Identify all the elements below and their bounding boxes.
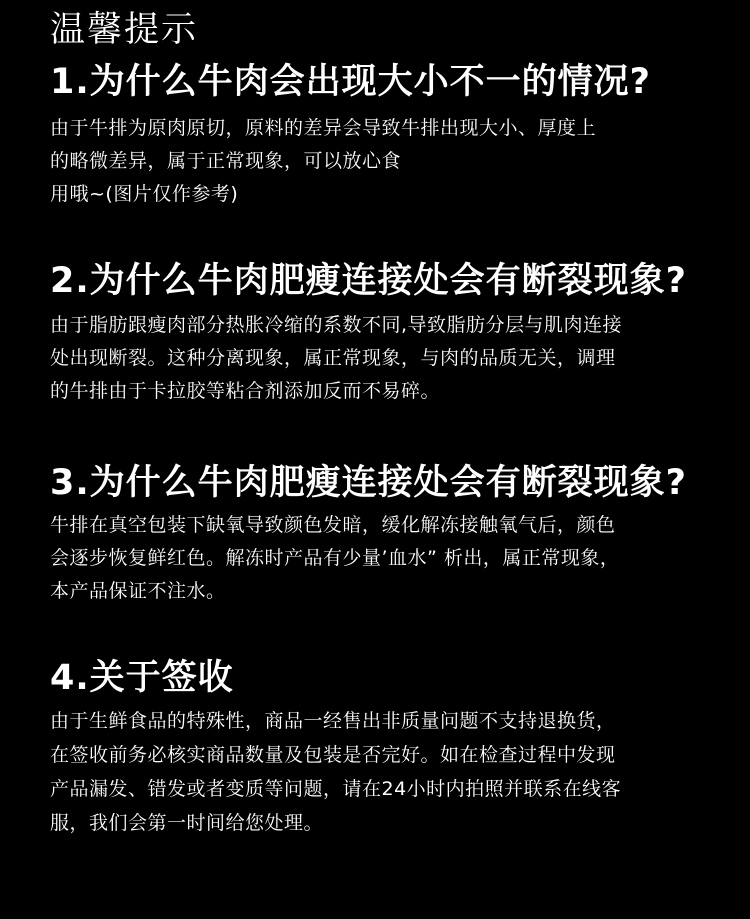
- faq-heading: 2.为什么牛肉肥瘦连接处会有断裂现象?: [50, 261, 687, 301]
- answer-line: 由于生鲜食品的特殊性，商品一经售出非质量问题不支持退换货，: [50, 710, 616, 732]
- faq-section-size: [50, 60, 740, 211]
- answer-line: 牛排在真空包装下缺氧导致颜色发暗，缓化解冻接触氧气后，颜色: [50, 514, 616, 536]
- faq-answer: [50, 704, 740, 840]
- answer-line: 产品漏发、错发或者变质等问题，请在24小时内拍照并联系在线客: [50, 778, 622, 800]
- answer-line: 的略微差异，属于正常现象，可以放心食: [50, 150, 402, 172]
- faq-answer: [50, 309, 740, 408]
- faq-heading: 4.关于签收: [50, 658, 234, 698]
- answer-line: 会逐步恢复鲜红色。解冻时产品有少量’血水” 析出，属正常现象，: [50, 547, 620, 569]
- page-title: 温馨提示: [50, 10, 199, 50]
- faq-section-color: [50, 461, 740, 608]
- faq-section-fat-break: [50, 259, 740, 408]
- answer-line: 服，我们会第一时间给您处理。: [50, 812, 324, 834]
- faq-heading: 1.为什么牛肉会出现大小不一的情况?: [50, 62, 651, 102]
- faq-answer: [50, 112, 740, 211]
- answer-line: 由于牛排为原肉原切，原料的差异会导致牛排出现大小、厚度上: [50, 117, 597, 139]
- answer-line: 本产品保证不注水。: [50, 580, 226, 602]
- answer-line: 的牛排由于卡拉胶等粘合剂添加反而不易碎。: [50, 380, 441, 402]
- faq-section-signing: [50, 656, 740, 840]
- faq-heading: 3.为什么牛肉肥瘦连接处会有断裂现象?: [50, 463, 687, 503]
- faq-answer: [50, 509, 740, 608]
- answer-line: 在签收前务必核实商品数量及包装是否完好。如在检查过程中发现: [50, 744, 616, 766]
- answer-line: 处出现断裂。这种分离现象，属正常现象，与肉的品质无关，调理: [50, 347, 616, 369]
- answer-line: 用哦~(图片仅作参考): [50, 183, 239, 205]
- answer-line: 由于脂肪跟瘦肉部分热胀冷缩的系数不同,导致脂肪分层与肌肉连接: [50, 314, 623, 336]
